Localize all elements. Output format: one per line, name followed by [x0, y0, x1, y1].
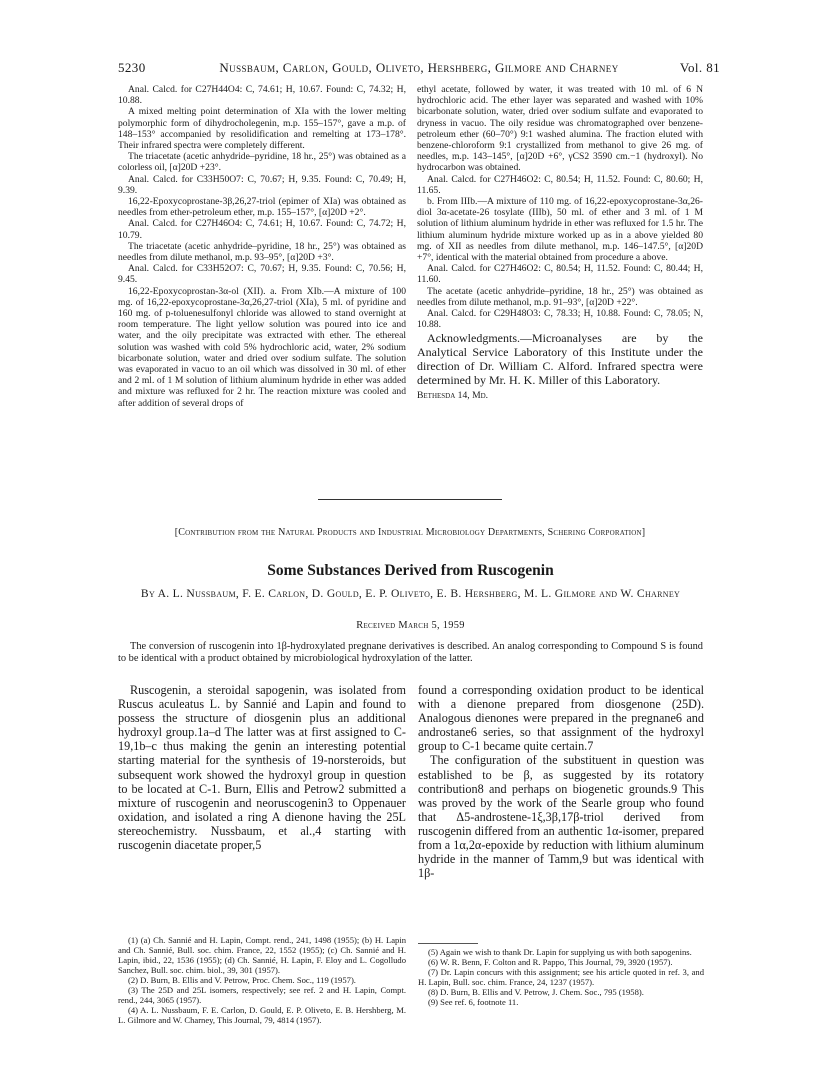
paragraph: Anal. Calcd. for C33H50O7: C, 70.67; H, 9.35. Found: C, 70.49; H, 9.39. [118, 173, 406, 196]
page-number: 5230 [118, 60, 146, 75]
volume-label: Vol. 81 [679, 60, 720, 75]
footnote: (8) D. Burn, B. Ellis and V. Petrow, J. Chem. Soc., 795 (1958). [428, 987, 644, 997]
paragraph: 16,22-Epoxycoprostane-3β,26,27-triol (epimer of XIa) was obtained as needles from ether-petroleum ether, m.p. 155–157°, [α]20D +2°. [118, 196, 406, 219]
footnote: (1) (a) Ch. Sannié and H. Lapin, Compt. rend., 241, 1498 (1955); (b) H. Lapin and Ch. Sannié, Bull. soc. chim. France, 22, 1552 (1955); (c) Ch. Sannié and H. Lapin, ibid., 22, 1536 (1955); (d) Ch. Sannié, H. Lapin, F. Eloy and L. Cogolludo Sanchez, Bull. soc. chim. biol., 39, 301 (1957). [118, 935, 406, 975]
paragraph: found a corresponding oxidation product to be identical with a dienone prepared from diosgenone (25D). Analogous dienones were prepared in the pregnane6 and androstane6 series, so that assignment of the hydroxyl group to C-1 became quite certain.7 [418, 683, 704, 754]
paragraph: Anal. Calcd. for C27H44O4: C, 74.61; H, 10.67. Found: C, 74.32; H, 10.88. [118, 84, 406, 107]
footnote: (3) The 25D and 25L isomers, respectively; see ref. 2 and H. Lapin, Compt. rend., 244, 3065 (1957). [118, 985, 406, 1005]
paragraph: Anal. Calcd. for C27H46O2: C, 80.54; H, 11.52. Found: C, 80.44; H, 11.60. [417, 263, 703, 286]
received-date: Received March 5, 1959 [356, 620, 465, 631]
paragraph: Anal. Calcd. for C33H52O7: C, 70.67; H, 9.35. Found: C, 70.56; H, 9.45. [118, 263, 406, 286]
footnote: (2) D. Burn, B. Ellis and V. Petrow, Proc. Chem. Soc., 119 (1957). [128, 975, 356, 985]
paragraph: The triacetate (acetic anhydride–pyridine, 18 hr., 25°) was obtained as a colorless oil, [α]20D +23°. [118, 151, 406, 174]
footnote: (5) Again we wish to thank Dr. Lapin for supplying us with both sapogenins. [428, 947, 692, 957]
paragraph: The acetate (acetic anhydride–pyridine, 18 hr., 25°) was obtained as needles from dilute methanol, m.p. 91–93°, [α]20D +22°. [417, 285, 703, 308]
paragraph: The configuration of the substituent in question was established to be β, as suggested by its rotatory contribution8 and perhaps on biogenetic grounds.9 This was proved by the work of the Searle group who found that Δ5-androstene-1ξ,3β,17β-triol derived from ruscogenin differed from an authentic 1α-isomer, prepared from a 1α,2α-epoxide by reduction with lithium aluminum hydride in the manner of Tamm,9 but was identical with 1β- [418, 753, 704, 881]
top-right-column [417, 84, 703, 401]
article-title: Some Substances Derived from Ruscogenin [267, 562, 554, 579]
acknowledgments: Acknowledgments.—Microanalyses are by the Analytical Service Laboratory of this Institute under the direction of Dr. William C. Alford. Infrared spectra were determined by Mr. H. K. Miller of this Laboratory. [417, 331, 703, 387]
paragraph: A mixed melting point determination of XIa with the lower melting polymorphic form of dihydrocholegenin, m.p. 155–157°, gave a m.p. of 148–153° accompanied by resolidification and remelting at 173–178°. Their infrared spectra were completely different. [118, 106, 406, 152]
paragraph: Ruscogenin, a steroidal sapogenin, was isolated from Ruscus aculeatus L. by Sannié and Lapin and found to possess the structure of diosgenin plus an additional hydroxyl group.1a–d The latter was at first assigned to C-19,1b–c thus making the genin an interesting potential starting material for the synthesis of 19-norsteroids, but subsequent work showed the hydroxyl group in question to be located at C-1. Burn, Ellis and Petrow2 submitted a mixture of ruscogenin and neoruscogenin3 to Oppenauer oxidation, and isolated a ring A dienone having the 25L stereochemistry. Nussbaum, et al.,4 starting with ruscogenin diacetate proper,5 [118, 683, 406, 853]
bottom-right-column [418, 683, 704, 880]
footnote: (6) W. R. Benn, F. Colton and R. Pappo, This Journal, 79, 3920 (1957). [428, 957, 673, 967]
footnote-rule [418, 943, 478, 944]
bottom-left-column [118, 683, 406, 852]
paragraph: The triacetate (acetic anhydride–pyridine, 18 hr., 25°) was obtained as needles from dilute methanol, m.p. 93–95°, [α]20D +3°. [118, 240, 406, 264]
paragraph: 16,22-Epoxycoprostan-3α-ol (XII). a. From XIb.—A mixture of 100 mg. of 16,22-epoxycoprostane-3α,26,27-triol (XIa), 5 ml. of pyridine and 160 mg. of p-toluenesulfonyl chloride was allowed to stand overnight at room temperature. The light yellow solution was poured into ice and water, and the oily precipitate was extracted with ether. The ethereal solution was washed with cold 5% hydrochloric acid, water, 2% sodium bicarbonate solution, water and dried over sodium sulfate. The solution was evaporated in vacuo to an oil which was dissolved in 30 ml. of ether and 2 ml. of 1 M solution of lithium aluminum hydride in ether was added and mixture was refluxed for 2 hr. The reaction mixture was cooled and after addition of several drops of [118, 285, 406, 409]
footnotes-right [418, 947, 704, 1007]
footnote: (4) A. L. Nussbaum, F. E. Carlon, D. Gould, E. P. Oliveto, E. B. Hershberg, M. L. Gilmore and W. Charney, This Journal, 79, 4814 (1957). [118, 1005, 406, 1025]
paragraph: Anal. Calcd. for C27H46O2: C, 80.54; H, 11.52. Found: C, 80.60; H, 11.65. [417, 173, 703, 196]
footnote: (7) Dr. Lapin concurs with this assignment; see his article quoted in ref. 3, and H. Lapin, Bull. soc. chim. France, 24, 1237 (1957). [418, 967, 704, 987]
paragraph: Anal. Calcd. for C27H46O4: C, 74.61; H, 10.67. Found: C, 74.72; H, 10.79. [118, 218, 406, 241]
top-left-column [118, 84, 406, 409]
section-divider [318, 499, 502, 500]
paragraph: b. From IIIb.—A mixture of 110 mg. of 16,22-epoxycoprostane-3α,26-diol 3α-acetate-26 tosylate (IIIb), 50 ml. of ether and 3 ml. of 1 M solution of lithium aluminum hydride in ether was refluxed for 1.5 hr. The lithium aluminum hydride mixture worked up as in a above yielded 80 mg. of XII as needles from dilute methanol, m.p. 146–147.5°, [α]20D +7°, identical with the material obtained from procedure a above. [417, 196, 703, 264]
author-list: By A. L. Nussbaum, F. E. Carlon, D. Gould, E. P. Oliveto, E. B. Hershberg, M. L. Gilmore and W. Charney [140, 587, 681, 600]
running-title: Nussbaum, Carlon, Gould, Oliveto, Hershberg, Gilmore and Charney [219, 60, 619, 75]
paragraph: ethyl acetate, followed by water, it was treated with 10 ml. of 6 N hydrochloric acid. The ether layer was separated and washed with 10% bicarbonate solution, water, dried over sodium sulfate and evaporated to dryness in vacuo. The oily residue was chromatographed over benzene-petroleum ether (60–70°) 9:1 washed alumina. The fraction eluted with benzene-chloroform 9:1 crystallized from methanol to give 26 mg. of needles, m.p. 143–145°, [α]20D +6°, γCS2 3590 cm.−1 (hydroxyl). No hydrocarbon was obtained. [417, 84, 703, 174]
contribution-note: [Contribution from the Natural Products and Industrial Microbiology Departments, Schering Corporation] [174, 527, 646, 538]
location-signature: Bethesda 14, Md. [417, 389, 489, 401]
footnote: (9) See ref. 6, footnote 11. [428, 997, 519, 1007]
paragraph: Anal. Calcd. for C29H48O3: C, 78.33; H, 10.88. Found: C, 78.05; N, 10.88. [417, 308, 703, 331]
page-header [118, 60, 720, 78]
abstract: The conversion of ruscogenin into 1β-hydroxylated pregnane derivatives is described. An analog corresponding to Compound S is found to be identical with a product obtained by microbiological hydroxylation of the latter. [118, 641, 703, 664]
footnotes-left [118, 935, 406, 1025]
